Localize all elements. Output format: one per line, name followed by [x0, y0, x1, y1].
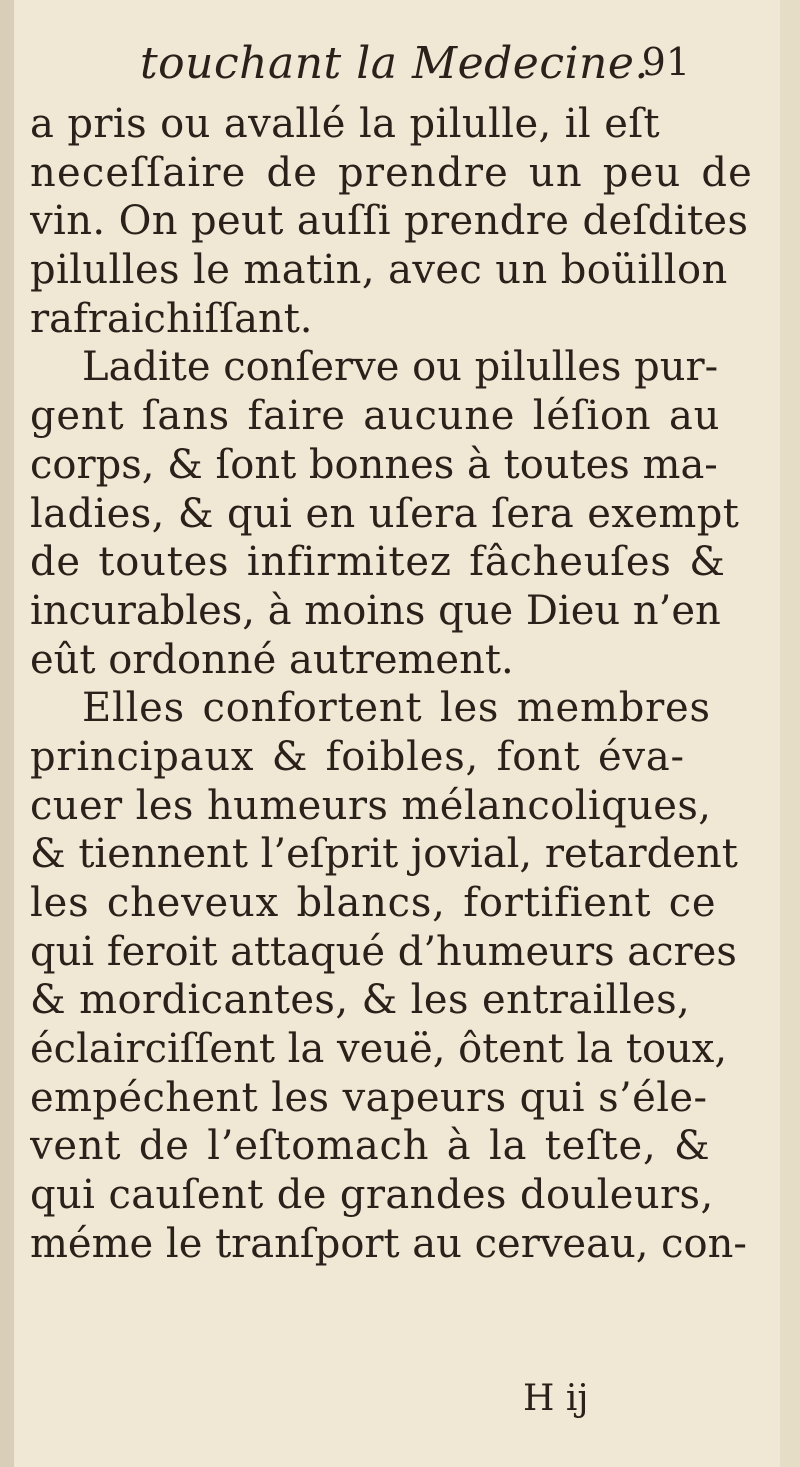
text-line: & tiennent l’eſprit jovial, retardent	[30, 831, 738, 878]
text-line: les cheveux blancs, fortifient ce	[30, 880, 717, 926]
text-line: rafraichiſſant.	[30, 295, 313, 342]
text-line: & mordicantes, & les entrailles,	[30, 977, 691, 1024]
text-line: corps, & ſont bonnes à toutes ma-	[30, 441, 718, 488]
text-line: gent ſans faire aucune léſion au	[30, 393, 721, 440]
page-number: 91	[641, 40, 690, 84]
page-header	[140, 38, 700, 98]
signature-mark: H ij	[523, 1378, 589, 1419]
text-line: qui feroit attaqué d’humeurs acres	[30, 928, 737, 975]
text-line: principaux & foibles, font éva-	[30, 733, 685, 780]
text-line: qui cauſent de grandes douleurs,	[30, 1172, 714, 1219]
text-line: vent de l’eſtomach à la teſte, &	[30, 1123, 711, 1170]
text-line: éclairciſſent la veuë, ôtent la toux,	[30, 1026, 728, 1073]
text-line: empéchent les vapeurs qui s’éle-	[30, 1074, 708, 1121]
text-line: eût ordonné autrement.	[30, 636, 514, 683]
page-gutter-shadow	[0, 0, 14, 1467]
text-line: pilulles le matin, avec un boüillon	[30, 247, 728, 294]
body-text	[30, 100, 790, 1269]
text-line: vin. On peut auſſi prendre deſdites	[30, 198, 749, 245]
text-line: Ladite conſerve ou pilulles pur-	[82, 344, 719, 391]
text-line: ladies, & qui en uſera ſera exempt	[30, 490, 740, 537]
text-line: méme le tranſport au cerveau, con-	[30, 1220, 747, 1267]
text-line: neceſſaire de prendre un peu de	[30, 149, 754, 196]
running-title: touchant la Medecine.	[140, 38, 649, 89]
text-line: a pris ou avallé la pilulle, il eſt	[30, 101, 660, 147]
text-line: incurables, à moins que Dieu n’en	[30, 587, 721, 634]
text-line: de toutes infirmitez fâcheuſes &	[30, 539, 726, 586]
text-line: Elles confortent les membres	[82, 685, 711, 732]
text-line: cuer les humeurs mélancoliques,	[30, 782, 712, 829]
